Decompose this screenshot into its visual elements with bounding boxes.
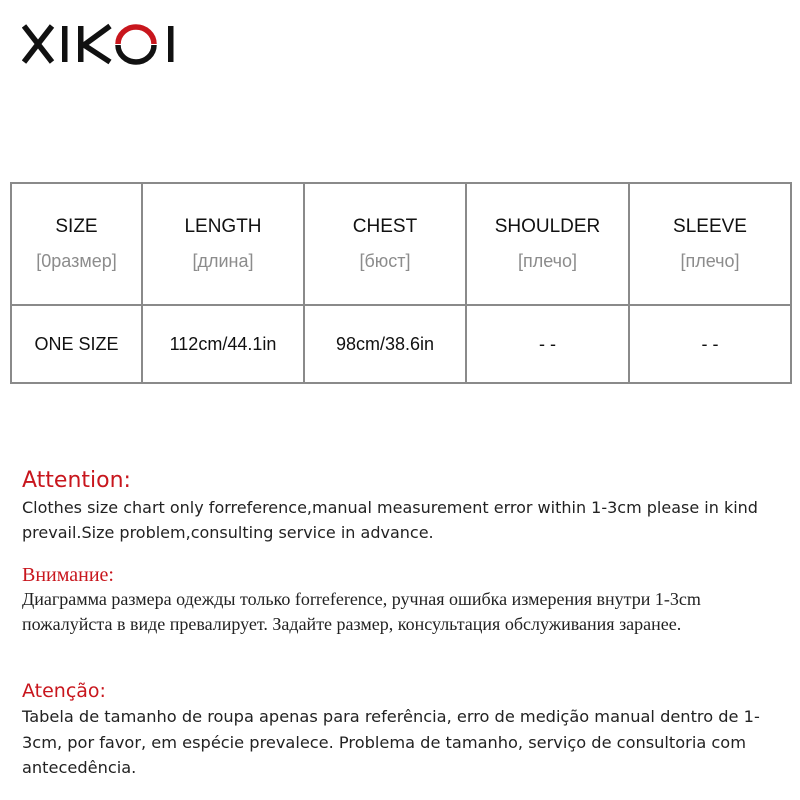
xikoi-logo-mark <box>22 20 182 68</box>
notice-body: Диаграмма размера одежды только forreference, ручная ошибка измерения внутри 1-3cm пожалуйста в виде превалирует. Задайте размер, консультация обслуживания заранее. <box>22 589 701 634</box>
header-cell-chest <box>304 183 466 305</box>
notice-body: Clothes size chart only forreference,manual measurement error within 1-3cm please in kind prevail.Size problem,consulting service in advance. <box>22 498 758 542</box>
header-sublabel: [бюст] <box>359 251 411 271</box>
notice-title: Atenção: <box>22 680 106 702</box>
notice-title: Внимание: <box>22 564 114 586</box>
length-value: 112cm/44.1in <box>169 333 277 354</box>
header-sublabel: [0размер] <box>36 251 117 271</box>
table-row <box>11 305 791 383</box>
brand-logo <box>22 20 182 68</box>
notice-portuguese <box>22 678 782 781</box>
header-label: CHEST <box>352 216 418 237</box>
cell-sleeve-value <box>629 305 791 383</box>
cell-size-value <box>11 305 142 383</box>
cell-length-value <box>142 305 304 383</box>
cell-chest-value <box>304 305 466 383</box>
header-sublabel: [длина] <box>192 251 254 271</box>
header-label: SHOULDER <box>494 216 601 237</box>
notice-russian <box>22 563 752 637</box>
header-label: SIZE <box>55 216 98 237</box>
header-cell-sleeve <box>629 183 791 305</box>
notice-title: Attention: <box>22 468 131 493</box>
header-cell-size <box>11 183 142 305</box>
size-chart-table <box>10 182 792 384</box>
header-sublabel: [плечо] <box>680 251 740 271</box>
size-chart-header-row <box>11 183 791 305</box>
chest-value: 98cm/38.6in <box>335 333 435 354</box>
cell-shoulder-value <box>466 305 629 383</box>
header-label: LENGTH <box>184 216 262 237</box>
size-value: ONE SIZE <box>34 333 119 354</box>
notice-english <box>22 466 782 545</box>
header-cell-length <box>142 183 304 305</box>
header-sublabel: [плечо] <box>517 251 578 271</box>
notice-body: Tabela de tamanho de roupa apenas para referência, erro de medição manual dentro de 1-3cm, por favor, em espécie prevalece. Problema de tamanho, serviço de consultoria com antecedência. <box>22 707 760 777</box>
sleeve-value: - - <box>701 333 719 354</box>
header-cell-shoulder <box>466 183 629 305</box>
shoulder-value: - - <box>539 333 556 354</box>
header-label: SLEEVE <box>673 216 747 237</box>
